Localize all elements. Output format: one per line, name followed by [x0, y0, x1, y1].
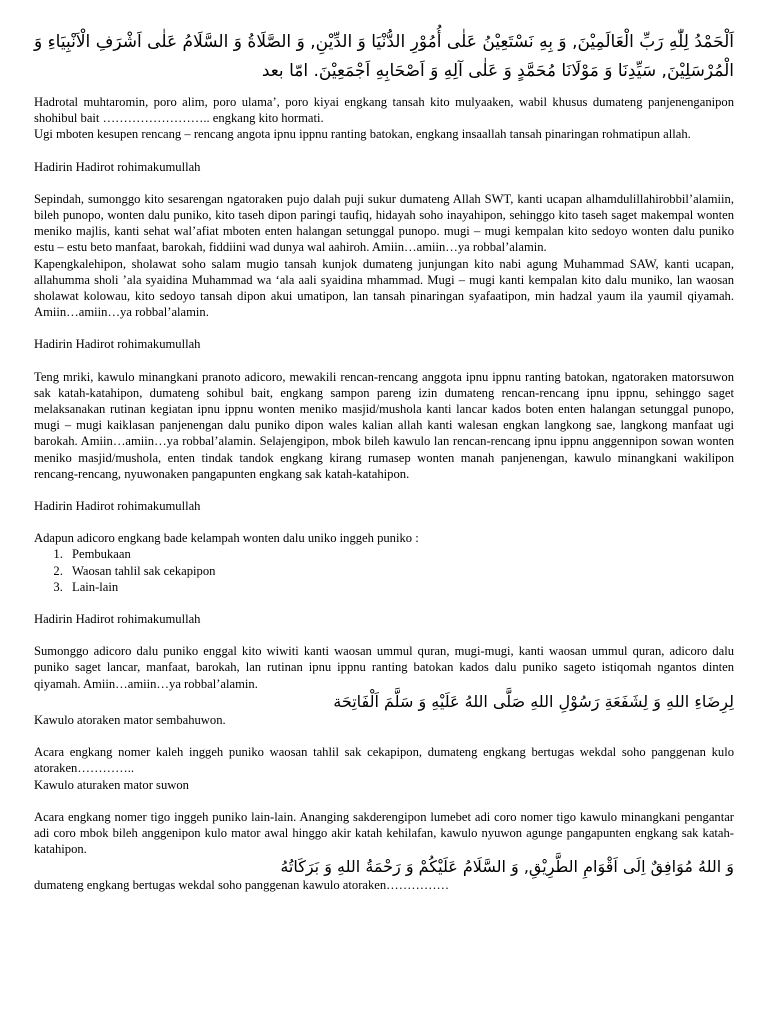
agenda-list — [34, 546, 734, 595]
opening-prayer-paragraph: Sumonggo adicoro dalu puniko enggal kito wiwiti kanti waosan ummul quran, mugi-mugi, kanti waosan ummul quran, adicoro dalu puniko saget lancar, manfaat, barokah, lan rutinan ipnu ippnu ranting batokan kados dalu puniko sageto istiqomah ngantos dinten qiyamah. Amiin…amiin…ya robbal’alamin. — [34, 644, 734, 691]
salutation-heading: Hadirin Hadirot rohimakumullah — [34, 499, 201, 514]
closing-arabic: وَ اللهُ مُوَافِقٌ اِلَى اَقْوَامِ الطَّرِيْقِ, وَ السَّلَامُ عَلَيْكُمْ وَ رَحْمَةُ اللهِ وَ بَرَكَاتُهُ — [280, 857, 734, 877]
tahlil-paragraph: Acara engkang nomer kaleh inggeh puniko waosan tahlil sak cekapipon, dumateng engkang bertugas wekdal soho panggenan kulo atoraken………….. — [34, 745, 734, 776]
thanks-paragraph: Teng mriki, kawulo minangkani pranoto adicoro, mewakili rencan-rencang anggota ipnu ippnu ranting batokan, ngatoraken matorsuwon sak katah-katahipon, dumateng sohibul bait, engkang sampon pareng izin dumateng rencan-rencang ipnu ippnu, sehinggo saget melaksanakan rutinan kegiatan ipnu ippnu wonten meniko masjid/mushola kanti lancar kados boten enten halangan setunggal punopo, mugi – mugi kaiklasan panjenengan dalu puniko dipon wales kalian allah kanti walesan engkan langkong sae, langkong manfaat ugi barokah. Amiin…amiin…ya robbal’alamin. Selajengipon, mbok bileh kawulo lan rencan-rencang ipnu ippnu anggennipon sowan wonten meniko masjid/mushola, enten tindak tandok engkang kirang rumasep wonten manah panjenengan, kawulo minangkani wakilipon rencang-rencang, nyuwonaken pangapunten engkang sak katah-katahipon. — [34, 369, 734, 481]
praise-paragraph: Sepindah, sumonggo kito sesarengan ngatoraken pujo dalah puji sukur dumateng Allah SWT, kanti ucapan alhamdulillahirobbil’alamiin, bileh punopo, wonten dalu puniko, kito taseh dipon paringi taufiq, hidayah soho inayahipon, sehinggo kito taseh saget makempal wonten meniko majlis, kanti sehat wal’afiat mboten enten halangan setunggal punopo. mugi – mugi kempalan kito sedoyo wonten dalu puniko estu – estu beto manfaat, barokah, fiddiini wad dunya wal aahiroh. Amiin…amiin…ya robbal’alamin. — [34, 191, 734, 255]
greeting-members-paragraph: Ugi mboten kesupen rencang – rencang angota ipnu ippnu ranting batokan, engkang insaallah tansah pinaringan rohmatipun allah. — [34, 127, 691, 142]
agenda-item: 3. Lain-lain — [66, 579, 734, 595]
fatihah-arabic: لِرِضَاءِ اللهِ وَ لِشَفَعَةِ رَسُوْلِ اللهِ صَلَّى اللهُ عَلَيْهِ وَ سَلَّمَ اَلْفَاتِحَة — [333, 691, 734, 711]
greeting-paragraph: Hadrotal muhtaromin, poro alim, poro ulama’, poro kiyai engkang tansah kito mulyaaken, wabil khusus dumateng panjenenganipon shohibul bait …………………….. engkang kito hormati. — [34, 95, 734, 126]
salutation-heading: Hadirin Hadirot rohimakumullah — [34, 159, 201, 174]
agenda-intro: Adapun adicoro engkang bade kelampah wonten dalu uniko inggeh puniko : — [34, 531, 419, 546]
document-page — [34, 28, 734, 894]
sholawat-paragraph: Kapengkalehipon, sholawat soho salam mugio tansah kunjok dumateng junjungan kito nabi agung Muhammad SAW, kanti ucapan, allahumma sholi ’ala syaidina Muhammad wa ‘ala aali syaidina mhammad. Mugi – mugi kanti kempalan kito dalu muniko, lan waosan sholawat kolowau, kito sedoyo tansah dipon akui umatipon, lan tansah pinaringan syafaatipon, min hadzal yaum ila yaumil qiyamah. Amiin…amiin…ya robbal’alamin. — [34, 256, 734, 320]
handover-line: dumateng engkang bertugas wekdal soho panggenan kawulo atoraken…………… — [34, 878, 450, 893]
salutation-heading: Hadirin Hadirot rohimakumullah — [34, 612, 201, 627]
agenda-item: 1. Pembukaan — [66, 546, 734, 562]
salutation-heading: Hadirin Hadirot rohimakumullah — [34, 337, 201, 352]
thanks-line: Kawulo aturaken mator suwon — [34, 777, 189, 792]
thanks-line: Kawulo atoraken mator sembahuwon. — [34, 712, 226, 727]
opening-arabic-prayer: اَلْحَمْدُ لِلّٰهِ رَبِّ الْعَالَمِيْنَ, وَ بِهِ نَسْتَعِيْنُ عَلٰى أُمُوْرِ الدُّنْيَا وَ الدِّيْنِ, وَ الصَّلَاةُ وَ السَّلَامُ عَلٰى اَشْرَفِ الْاَنْبِيَاءِ وَ الْمُرْسَلِيْنَ, سَيِّدِنَا وَ مَوْلَانَا مُحَمَّدٍ وَ عَلٰى آلِهِ وَ اَصْحَابِهِ اَجْمَعِيْنَ. امّا بعد — [34, 32, 734, 81]
agenda-item: 2. Waosan tahlil sak cekapipon — [66, 563, 734, 579]
closing-paragraph: Acara engkang nomer tigo inggeh puniko lain-lain. Ananging sakderengipon lumebet adi coro nomer tigo kawulo minangkani pengantar adi coro mbok bileh anggenipon kulo mator awal hinggo akir katah kehilafan, kawulo nyuwon agunge pangapunten engkang sak katah-katahipon. — [34, 809, 734, 857]
